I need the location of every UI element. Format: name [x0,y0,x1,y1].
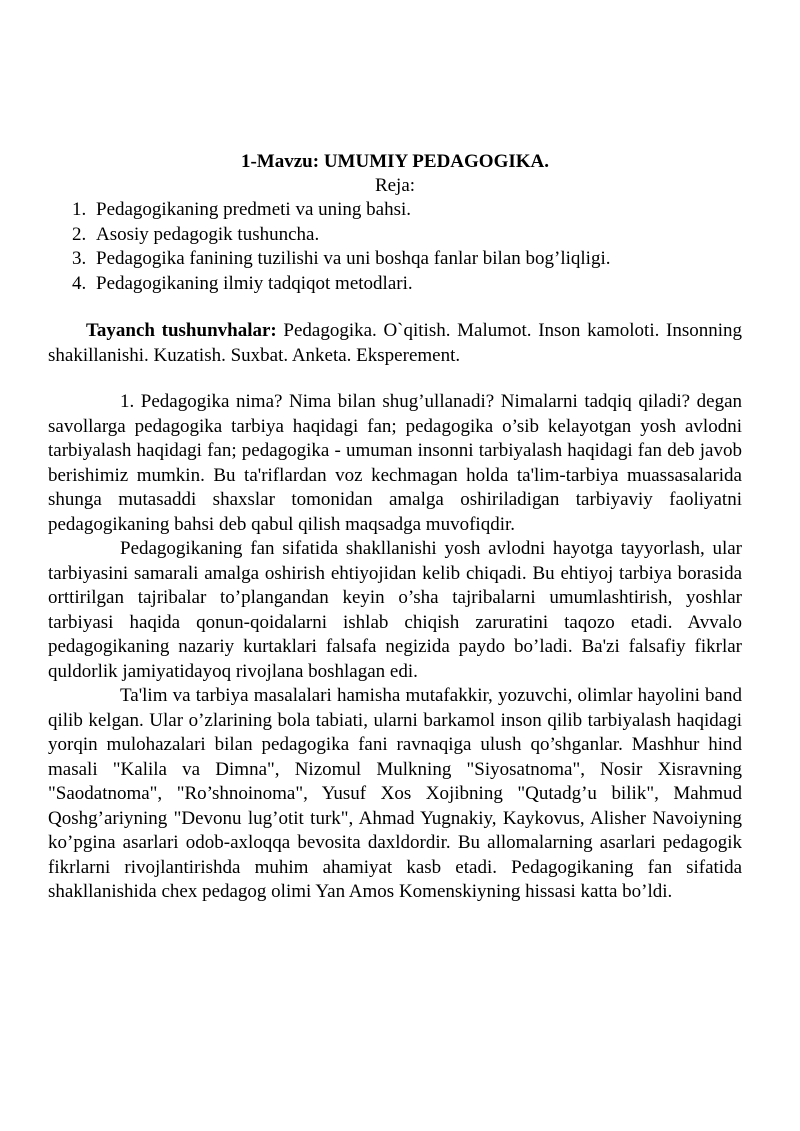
plan-item-text: Asosiy pedagogik tushuncha. [96,223,320,245]
plan-item-text: Pedagogika fanining tuzilishi va uni boshqa fanlar bilan bog’liqligi. [96,248,611,269]
plan-item [48,198,742,223]
body-paragraph-1: 1. Pedagogika nima? Nima bilan shug’ullanadi? Nimalarni tadqiq qiladi? degan savollarga pedagogika tarbiya haqidagi fan; pedagogika o’sib kelayotgan yosh avlodni tarbiyalash haqidagi fan; pedagogika - umuman insonni tarbiyalash haqidagi fan deb javob berishimiz mumkin. Bu ta'riflardan voz kechmagan holda ta'lim-tarbiya muassasalarida shunga mutasaddi shaxslar tomonidan amalga oshiriladigan tarbiyaviy faoliyatni pedagogikaning bahsi deb qabul qilish maqsadga muvofiqdir. [48,391,742,535]
plan-item [48,272,742,297]
plan-item [48,247,742,272]
plan-item-number: 2. [72,223,87,245]
plan-item-number: 4. [72,272,87,294]
keywords-label: Tayanch tushunvhalar: [86,320,277,341]
page-title: 1-Mavzu: UMUMIY PEDAGOGIKA. [240,151,549,172]
document-page [48,150,742,905]
plan-item-text: Pedagogikaning ilmiy tadqiqot metodlari. [96,272,413,294]
plan-item-text: Pedagogikaning predmeti va uning bahsi. [96,199,412,220]
plan-label: Reja: [374,175,416,196]
plan-item-number: 3. [72,248,87,269]
body-paragraph-3: Ta'lim va tarbiya masalalari hamisha mutafakkir, yozuvchi, olimlar hayolini band qilib kelgan. Ular o’zlarining bola tabiati, ularni barkamol inson qilib tarbiyalash haqidagi yorqin mulohazalari bilan pedagogika fani ravnaqiga ulush qo’shganlar. Mashhur hind masali "Kalila va Dimna", Nizomul Mulkning "Siyosatnoma", Nosir Xisravning "Saodatnoma", "Ro’shnoinoma", Yusuf Xos Xojibning "Qutadg’u bilik", Mahmud Qoshg’ariyning "Devonu lug’otit turk", Ahmad Yugnakiy, Kaykovus, Alisher Navoiyning ko’pgina asarlari odob-axloqqa bevosita daxldordir. Bu allomalarning asarlari pedagogik fikrlarni rivojlantirishda muhim ahamiyat kasb etadi. Pedagogikaning fan sifatida shakllanishida chex pedagog olimi Yan Amos Komenskiyning hissasi katta bo’ldi. [48,685,742,902]
body-paragraph-2: Pedagogikaning fan sifatida shakllanishi yosh avlodni hayotga tayyorlash, ular tarbiyasini samarali amalga oshirish ehtiyojidan kelib chiqadi. Bu ehtiyoj tarbiya borasida orttirilgan tajribalar to’plangandan keyin o’sha tajribalarni umumlashtirish, yoshlar tarbiyasi haqida qonun-qoidalarni ishlab chiqish zaruratini taqozo etadi. Avvalo pedagogikaning nazariy kurtaklari falsafa negizida paydo bo’ladi. Ba'zi falsafiy fikrlar quldorlik jamiyatidayoq rivojlana boshlagan edi. [48,538,742,682]
keywords-paragraph [48,319,742,368]
plan-list [48,198,742,296]
keywords-text: Pedagogika. O`qitish. Malumot. Inson kamoloti. Insonning shakillanishi. Kuzatish. Suxbat. Anketa. Eksperement. [48,320,743,366]
plan-item-number: 1. [72,199,87,220]
plan-item [48,223,742,248]
